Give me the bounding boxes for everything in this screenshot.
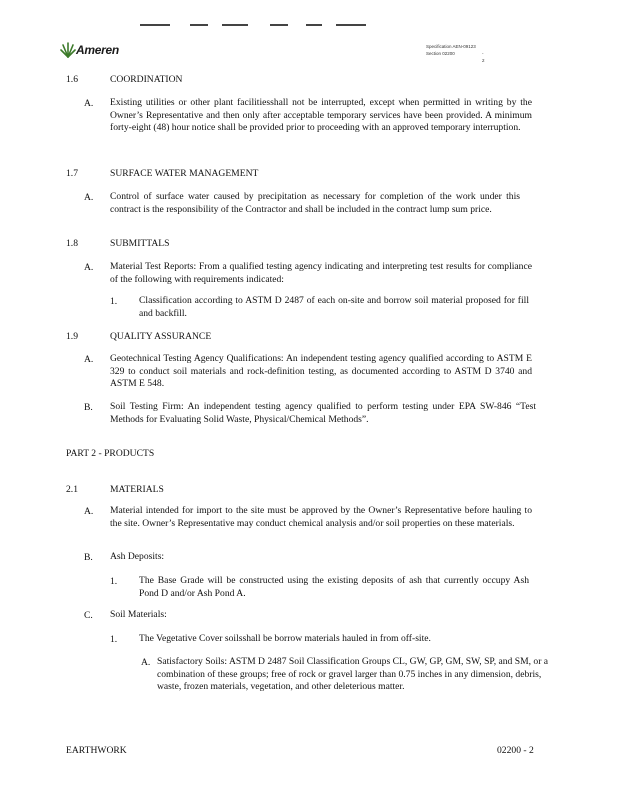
item-marker: B. [84, 552, 93, 563]
section-heading: QUALITY ASSURANCE [110, 331, 212, 342]
item-marker: A. [84, 354, 94, 365]
paragraph: Ash Deposits: [110, 551, 165, 562]
section-number: 1.9 [66, 331, 78, 342]
item-marker: 1. [110, 634, 118, 645]
section-number: 1.6 [66, 74, 78, 85]
paragraph: The Base Grade will be constructed using the existing deposits of ash that currently occupy Ash Pond D and/or Ash Pond A. [139, 575, 529, 599]
item-marker: 1. [110, 576, 118, 587]
header-rule-marks [140, 24, 380, 28]
ameren-logo [60, 40, 150, 62]
item-marker: 1. [110, 296, 118, 307]
item-marker: A. [84, 192, 94, 203]
section-heading: SURFACE WATER MANAGEMENT [110, 168, 259, 179]
section-number: 2.1 [66, 484, 78, 495]
item-marker: A. [84, 262, 94, 273]
section-heading: SUBMITTALS [110, 238, 170, 249]
paragraph: Soil Materials: [110, 609, 167, 620]
paragraph: Existing utilities or other plant facilitiesshall not be interrupted, except when permitted in writing by the Owner’s Representative and then only after acceptable temporary services have been provided. A minimum forty-eight (48) hour notice shall be provided prior to proceeding with an approved temporary interruption. [110, 97, 532, 134]
paragraph: Classification according to ASTM D 2487 of each on-site and borrow soil material proposed for fill and backfill. [139, 295, 529, 319]
paragraph: Control of surface water caused by precipitation as necessary for completion of the work under this contract is the responsibility of the Contractor and shall be included in the contract lump sum price. [110, 191, 520, 215]
paragraph: Soil Testing Firm: An independent testing agency qualified to perform testing under EPA SW-846 “Test Methods for Evaluating Solid Waste, Physical/Chemical Methods”. [110, 401, 536, 425]
section-number: 1.7 [66, 168, 78, 179]
footer-page-number: 02200 - 2 [497, 745, 534, 756]
paragraph: Material intended for import to the site must be approved by the Owner’s Representative before hauling to the site. Owner’s Representative may conduct chemical analysis and/or soil properties on these materials. [110, 505, 532, 529]
spec-section: Section 02200 [426, 51, 455, 56]
item-marker: A. [141, 657, 151, 668]
spec-reference [426, 43, 485, 63]
footer-title: EARTHWORK [66, 745, 127, 756]
section-number: 1.8 [66, 238, 78, 249]
paragraph: Material Test Reports: From a qualified testing agency indicating and interpreting test results for compliance of the following with requirements indicated: [110, 261, 532, 285]
paragraph: The Vegetative Cover soilsshall be borrow materials hauled in from off-site. [139, 633, 431, 644]
logo-text: Ameren [76, 43, 119, 57]
item-marker: A. [84, 506, 94, 517]
ameren-starburst-icon [60, 41, 76, 59]
part-heading: PART 2 - PRODUCTS [66, 448, 155, 459]
spec-page: - 2 [482, 51, 485, 63]
section-heading: MATERIALS [110, 484, 164, 495]
spec-number: Specification AEN-09123 [426, 44, 476, 49]
paragraph: Satisfactory Soils: ASTM D 2487 Soil Classification Groups CL, GW, GP, GM, SW, SP, and SM, or a combination of these groups; free of rock or gravel larger than 0.75 inches in any dimension, debris, waste, frozen materials, vegetation, and other deleterious matter. [157, 656, 549, 693]
paragraph: Geotechnical Testing Agency Qualifications: An independent testing agency qualified according to ASTM E 329 to conduct soil materials and rock-definition testing, as documented according to ASTM D 3740 and ASTM E 548. [110, 353, 532, 390]
item-marker: C. [84, 610, 93, 621]
item-marker: B. [84, 402, 93, 413]
item-marker: A. [84, 98, 94, 109]
section-heading: COORDINATION [110, 74, 183, 85]
